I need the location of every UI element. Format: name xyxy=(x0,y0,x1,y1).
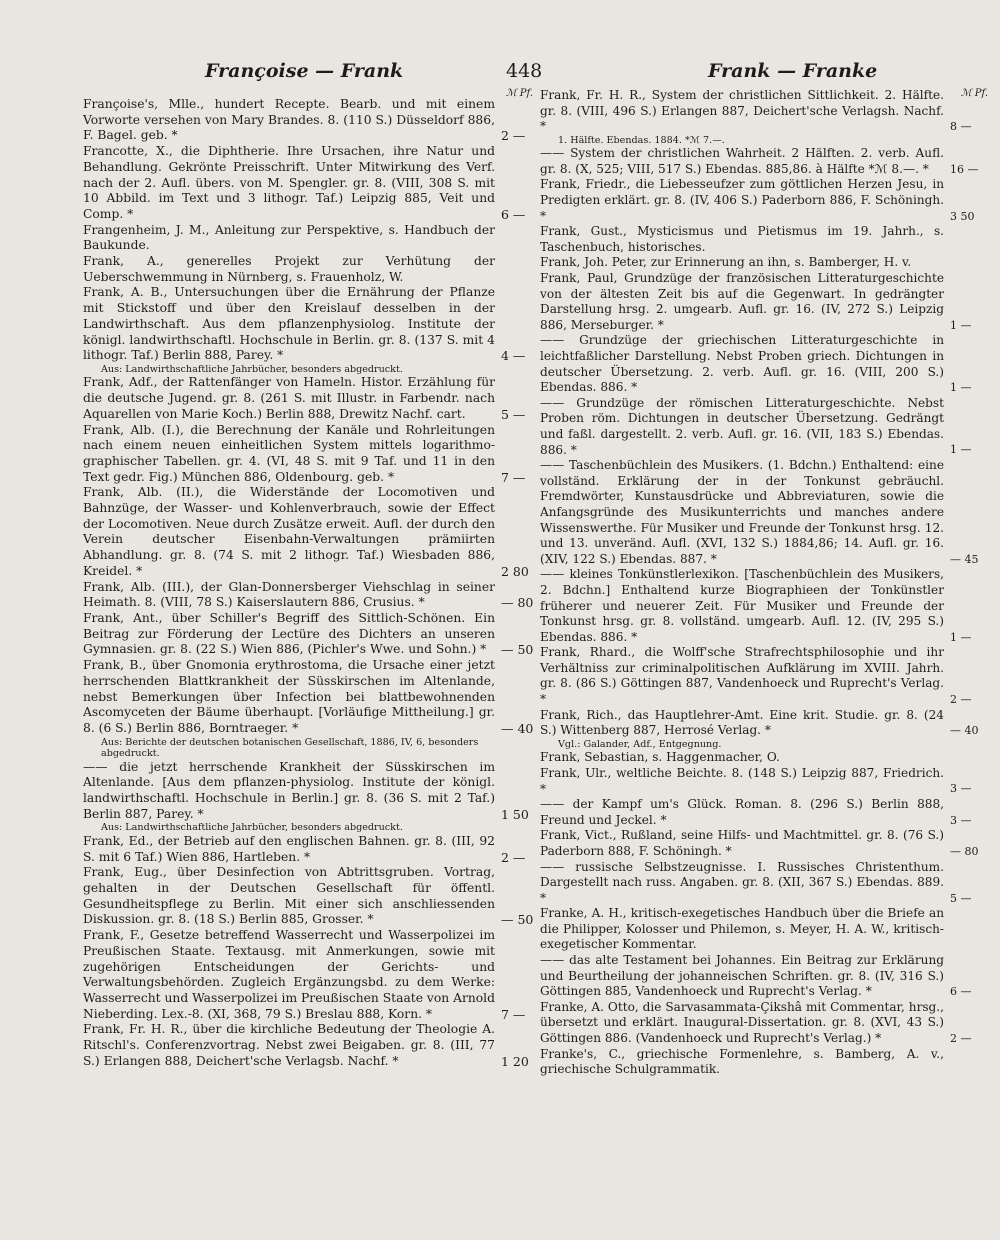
catalog-entry xyxy=(540,1000,980,1047)
catalog-entry xyxy=(540,766,980,797)
left-column xyxy=(83,88,533,1069)
catalog-entry xyxy=(540,88,980,135)
entry-price: 1 50 xyxy=(501,806,529,822)
right-column xyxy=(540,88,988,1078)
entry-text: Frank, Joh. Peter, zur Erinnerung an ihn, s. Bamberger, H. v. xyxy=(540,255,912,270)
entry-price: — 40 xyxy=(950,724,979,738)
catalog-entry xyxy=(540,224,980,255)
catalog-entry xyxy=(540,271,980,333)
entry-text: Frank, Fr. H. R., über die kirchliche Bedeutung der Theologie A. Ritschl's. Conferenzvortrag. Nebst zwei Beigaben. gr. 8. (III, 77 S.) Erlangen 888, Deichert'sche Verlagsb. Nachf. * xyxy=(83,1022,495,1068)
entry-price: — 40 xyxy=(501,720,534,736)
entry-price: 2 — xyxy=(501,128,526,144)
catalog-entry xyxy=(540,333,980,395)
entry-text: —— die jetzt herrschende Krankheit der Süsskirschen im Altenlande. [Aus dem pflanzen-physiolog. Institute der königl. landwirthschaftl. Hochschule in Berlin.] gr. 8. (36 S. mit 2 Taf.) Berlin 887, Parey. * xyxy=(83,759,495,821)
catalog-entry xyxy=(540,860,980,907)
catalog-entry xyxy=(540,828,980,859)
entry-text: Frank, Paul, Grundzüge der französischen Litteraturgeschichte von der ältesten Zeit bis auf die Gegenwart. In gedrängter Darstellung hrsg. 2. umgearb. Aufl. gr. 16. (IV, 272 S.) Leipzig 886, Merseburger. * xyxy=(540,271,944,332)
entry-price: 4 — xyxy=(501,348,526,364)
entry-text: —— Taschenbüchlein des Musikers. (1. Bdchn.) Enthaltend: eine vollständ. Erklärung der in der Tonkunst gebräuchl. Fremdwörter, Kunstausdrücke und Abbreviaturen, sowie die Anfangsgründe des Musikunterrichts und manches andere Wissenswerthe. Für Musiker und Freunde der Tonkunst hrsg. 12. und 13. unveränd. Aufl. (XVI, 132 S.) 1884,86; 14. Aufl. gr. 16. (XIV, 122 S.) Ebendas. 887. * xyxy=(540,458,944,566)
catalog-entry xyxy=(83,375,533,422)
entry-text: Frank, Rhard., die Wolff'sche Strafrechtsphilosophie und ihr Verhältniss zur criminalpolitischen Aufklärung im XVIII. Jahrh. gr. 8. (86 S.) Göttingen 887, Vandenhoeck und Ruprecht's Verlag. * xyxy=(540,645,944,707)
entry-text: Frank, Fr. H. R., System der christlichen Sittlichkeit. 2. Hälfte. gr. 8. (VIII, 496 S.) Erlangen 887, Deichert'sche Verlagsh. Nachf. * xyxy=(540,88,944,134)
entry-text: —— das alte Testament bei Johannes. Ein Beitrag zur Erklärung und Beurtheilung der johanneischen Schriften. gr. 8. (IV, 316 S.) Göttingen 885, Vandenhoeck und Ruprecht's Verlag. * xyxy=(540,953,944,999)
entry-price: — 80 xyxy=(501,595,534,611)
entry-price: — 45 xyxy=(950,552,979,566)
catalog-entry xyxy=(540,953,980,1000)
entry-price: 2 — xyxy=(950,692,972,706)
catalog-entry xyxy=(83,144,533,223)
catalog-entry xyxy=(83,285,533,364)
price-column-heading: ℳ Pf. xyxy=(960,88,988,99)
entry-note: Aus: Landwirthschaftliche Jahrbücher, besonders abgedruckt. xyxy=(101,822,403,834)
entry-price: — 80 xyxy=(950,844,979,858)
entry-text: Frank, Adf., der Rattenfänger von Hameln. Histor. Erzählung für die deutsche Jugend. gr. 8. (261 S. mit Illustr. in Farbendr. nach Aquarellen von Marie Koch.) Berlin 888, Drewitz Nachf. cart. xyxy=(83,375,495,421)
entry-text: Frank, Alb. (III.), der Glan-Donnersberger Viehschlag in seiner Heimath. 8. (VIII, 78 S.) Kaiserslautern 886, Crusius. * xyxy=(83,579,495,610)
catalog-entry xyxy=(83,580,533,611)
entry-price: 3 — xyxy=(950,782,972,796)
catalog-entry xyxy=(540,906,980,953)
entry-text: —— kleines Tonkünstlerlexikon. [Taschenbüchlein des Musikers, 2. Bdchn.] Enthaltend kurze Biographieen der Tonkünstler früherer und neuerer Zeit. Für Musiker und Freunde der Tonkunst hrsg. gr. 8. vollständ. umgearb. Aufl. 12. (IV, 295 S.) Ebendas. 886. * xyxy=(540,567,944,644)
entry-price: 5 — xyxy=(950,891,972,905)
catalog-entry xyxy=(83,928,533,1022)
entry-text: —— Grundzüge der griechischen Litteraturgeschichte in leichtfaßlicher Darstellung. Nebst Proben griech. Dichtungen in deutscher Übersetzung. 2. verb. Aufl. gr. 16. (VIII, 200 S.) Ebendas. 886. * xyxy=(540,333,944,395)
entry-text: Franke's, C., griechische Formenlehre, s. Bamberg, A. v., griechische Schulgrammatik. xyxy=(540,1046,944,1077)
entry-text: Frangenheim, J. M., Anleitung zur Perspektive, s. Handbuch der Baukunde. xyxy=(83,222,495,253)
catalog-entry xyxy=(540,708,980,739)
left-running-head: Françoise — Frank xyxy=(205,60,404,82)
entry-price: 1 — xyxy=(950,630,972,644)
entry-price: — 50 xyxy=(501,642,534,658)
entry-text: Frank, Ed., der Betrieb auf den englischen Bahnen. gr. 8. (III, 92 S. mit 6 Taf.) Wien 886, Hartleben. * xyxy=(83,833,495,864)
entry-price: 1 20 xyxy=(501,1053,529,1069)
catalog-entry xyxy=(540,177,980,224)
catalog-entry xyxy=(540,458,980,567)
entry-text: Francotte, X., die Diphtherie. Ihre Ursachen, ihre Natur und Behandlung. Gekrönte Preisschrift. Unter Mitwirkung des Verf. nach der 2. Aufl. übers. von M. Spengler. gr. 8. (VIII, 308 S. mit 10 Abbild. im Text und 3 lithogr. Taf.) Leipzig 885, Veit und Comp. * xyxy=(83,144,495,221)
entry-note: Vgl.: Galander, Adf., Entgegnung. xyxy=(558,738,722,750)
entry-price: 2 — xyxy=(501,849,526,865)
catalog-entry xyxy=(540,396,980,458)
entry-price: 8 — xyxy=(950,120,972,134)
entry-text: —— Grundzüge der römischen Litteraturgeschichte. Nebst Proben röm. Dichtungen in deutscher Übersetzung. Gedrängt und faßl. dargestellt. 2. verb. Aufl. gr. 16. (VII, 183 S.) Ebendas. 886. * xyxy=(540,395,944,457)
entry-text: Frank, Vict., Rußland, seine Hilfs- und Machtmittel. gr. 8. (76 S.) Paderborn 888, F. Schöningh. * xyxy=(540,828,944,858)
price-column-heading: ℳ Pf. xyxy=(505,88,533,99)
entry-text: —— russische Selbstzeugnisse. I. Russisches Christenthum. Dargestellt nach russ. Angaben. gr. 8. (XII, 367 S.) Ebendas. 889. * xyxy=(540,859,944,905)
catalog-entry xyxy=(83,834,533,865)
entry-price: 6 — xyxy=(950,985,972,999)
entry-note: Aus: Landwirthschaftliche Jahrbücher, besonders abgedruckt. xyxy=(101,363,403,375)
catalog-entry xyxy=(540,255,980,271)
catalog-entry xyxy=(83,611,533,658)
page-number: 448 xyxy=(506,60,543,82)
page-header xyxy=(0,60,1000,90)
catalog-entry xyxy=(83,1022,533,1069)
entry-text: —— System der christlichen Wahrheit. 2 Hälften. 2. verb. Aufl. gr. 8. (X, 525; VIII, 517 S.) Ebendas. 885,86. à Hälfte *ℳ 8.—. * xyxy=(540,146,944,176)
catalog-entry xyxy=(83,485,533,579)
catalog-entry xyxy=(540,567,980,645)
catalog-entry xyxy=(83,254,533,285)
entry-text: Franke, A. H., kritisch-exegetisches Handbuch über die Briefe an die Philipper, Kolosser und Philemon, s. Meyer, H. A. W., kritisch-exegetischer Kommentar. xyxy=(540,906,944,952)
entry-text: Frank, Sebastian, s. Haggenmacher, O. xyxy=(540,750,780,765)
entry-text: Frank, Rich., das Hauptlehrer-Amt. Eine krit. Studie. gr. 8. (24 S.) Wittenberg 887, Herrosé Verlag. * xyxy=(540,707,944,738)
entry-text: Frank, Alb. (I.), die Berechnung der Kanäle und Rohrleitungen nach einem neuen einheitlichen System mittels logarithmo-graphischer Tabellen. gr. 4. (VI, 48 S. mit 9 Taf. und 11 in den Text gedr. Fig.) München 886, Oldenbourg. geb. * xyxy=(83,422,495,484)
entry-price: 16 — xyxy=(950,162,979,176)
entry-text: Frank, Ulr., weltliche Beichte. 8. (148 S.) Leipzig 887, Friedrich. * xyxy=(540,765,944,796)
catalog-entry xyxy=(83,760,533,823)
entry-text: Françoise's, Mlle., hundert Recepte. Bearb. und mit einem Vorworte versehen von Mary Brandes. 8. (110 S.) Düsseldorf 886, F. Bagel. geb. * xyxy=(83,97,495,143)
catalog-entry xyxy=(83,223,533,254)
entry-text: Frank, A., generelles Projekt zur Verhütung der Ueberschwemmung in Nürnberg, s. Frauenholz, W. xyxy=(83,254,495,284)
catalog-entry xyxy=(83,865,533,928)
entry-text: Frank, Ant., über Schiller's Begriff des Sittlich-Schönen. Ein Beitrag zur Förderung der Lectüre des Dichters an unseren Gymnasien. gr. 8. (22 S.) Wien 886, (Pichler's Wwe. und Sohn.) * xyxy=(83,611,495,657)
entry-text: —— der Kampf um's Glück. Roman. 8. (296 S.) Berlin 888, Freund und Jeckel. * xyxy=(540,797,944,827)
entry-text: Frank, F., Gesetze betreffend Wasserrecht und Wasserpolizei im Preußischen Staate. Textausg. mit Anmerkungen, sowie mit zugehörigen Entscheidungen der Gerichts- und Verwaltungsbehörden. Zugleich Ergänzungsbd. zu dem Werke: Wasserrecht und Wasserpolizei im Preußischen Staate von Arnold Nieberding. Lex.-8. (XI, 368, 79 S.) Breslau 888, Korn. * xyxy=(83,928,495,1021)
entry-price: 2 — xyxy=(950,1031,972,1045)
right-running-head: Frank — Franke xyxy=(708,60,878,82)
entry-price: 1 — xyxy=(950,318,972,332)
entry-price: 2 80 xyxy=(501,563,529,579)
entry-price: 1 — xyxy=(950,381,972,395)
entry-price: 3 — xyxy=(950,813,972,827)
entry-price: 7 — xyxy=(501,1006,526,1022)
entry-price: — 50 xyxy=(501,912,534,928)
catalog-entry xyxy=(540,797,980,828)
entry-text: Frank, A. B., Untersuchungen über die Ernährung der Pflanze mit Stickstoff und über den Kreislauf desselben in der Landwirthschaft. Aus dem pflanzenphysiolog. Institute der königl. landwirthschaftl. Hochschule in Berlin. gr. 8. (137 S. mit 4 lithogr. Taf.) Berlin 888, Parey. * xyxy=(83,285,495,363)
catalog-entry xyxy=(540,146,980,177)
entry-note: 1. Hälfte. Ebendas. 1884. *ℳ 7.—. xyxy=(558,134,725,146)
catalog-entry xyxy=(540,1047,980,1078)
entry-price: 3 50 xyxy=(950,209,975,223)
entry-note: Aus: Berichte der deutschen botanischen Gesellschaft, 1886, IV, 6, besonders abgedruckt. xyxy=(101,736,479,760)
entry-text: Frank, Eug., über Desinfection von Abtrittsgruben. Vortrag, gehalten in der Deutschen Gesellschaft für öffentl. Gesundheitspflege zu Berlin. Mit einer sich anschliessenden Diskussion. gr. 8. (18 S.) Berlin 885, Grosser. * xyxy=(83,865,495,927)
catalog-entry xyxy=(83,423,533,486)
catalog-entry xyxy=(83,97,533,144)
entry-text: Frank, Friedr., die Liebesseufzer zum göttlichen Herzen Jesu, in Predigten erklärt. gr. 8. (IV, 406 S.) Paderborn 886, F. Schöningh. * xyxy=(540,177,944,223)
entry-text: Frank, Alb. (II.), die Widerstände der Locomotiven und Bahnzüge, der Wasser- und Kohlenverbrauch, sowie der Effect der Locomotiven. Neue durch Zusätze erweit. Aufl. der durch den Verein deutscher Eisenbahn-Verwaltungen prämiirten Abhandlung. gr. 8. (74 S. mit 2 lithogr. Taf.) Wiesbaden 886, Kreidel. * xyxy=(83,485,495,578)
entry-text: Frank, B., über Gnomonia erythrostoma, die Ursache einer jetzt herrschenden Blattkrankheit der Süsskirschen im Altenlande, nebst Bemerkungen über Infection bei blattbewohnenden Ascomyceten der Bäume überhaupt. [Vorläufige Mittheilung.] gr. 8. (6 S.) Berlin 886, Borntraeger. * xyxy=(83,658,495,735)
entry-price: 1 — xyxy=(950,443,972,457)
entry-price: 7 — xyxy=(501,469,526,485)
catalog-entry xyxy=(83,658,533,737)
catalog-entry xyxy=(540,750,980,766)
catalog-entry xyxy=(540,645,980,707)
entry-text: Frank, Gust., Mysticismus und Pietismus im 19. Jahrh., s. Taschenbuch, historisches. xyxy=(540,224,944,254)
entry-text: Franke, A. Otto, die Sarvasammata-Çikshâ mit Commentar, hrsg., übersetzt und erklärt. Inaugural-Dissertation. gr. 8. (XVI, 43 S.) Göttingen 886. (Vandenhoeck und Ruprecht's Verlag.) * xyxy=(540,999,944,1046)
entry-price: 6 — xyxy=(501,206,526,222)
entry-price: 5 — xyxy=(501,406,526,422)
